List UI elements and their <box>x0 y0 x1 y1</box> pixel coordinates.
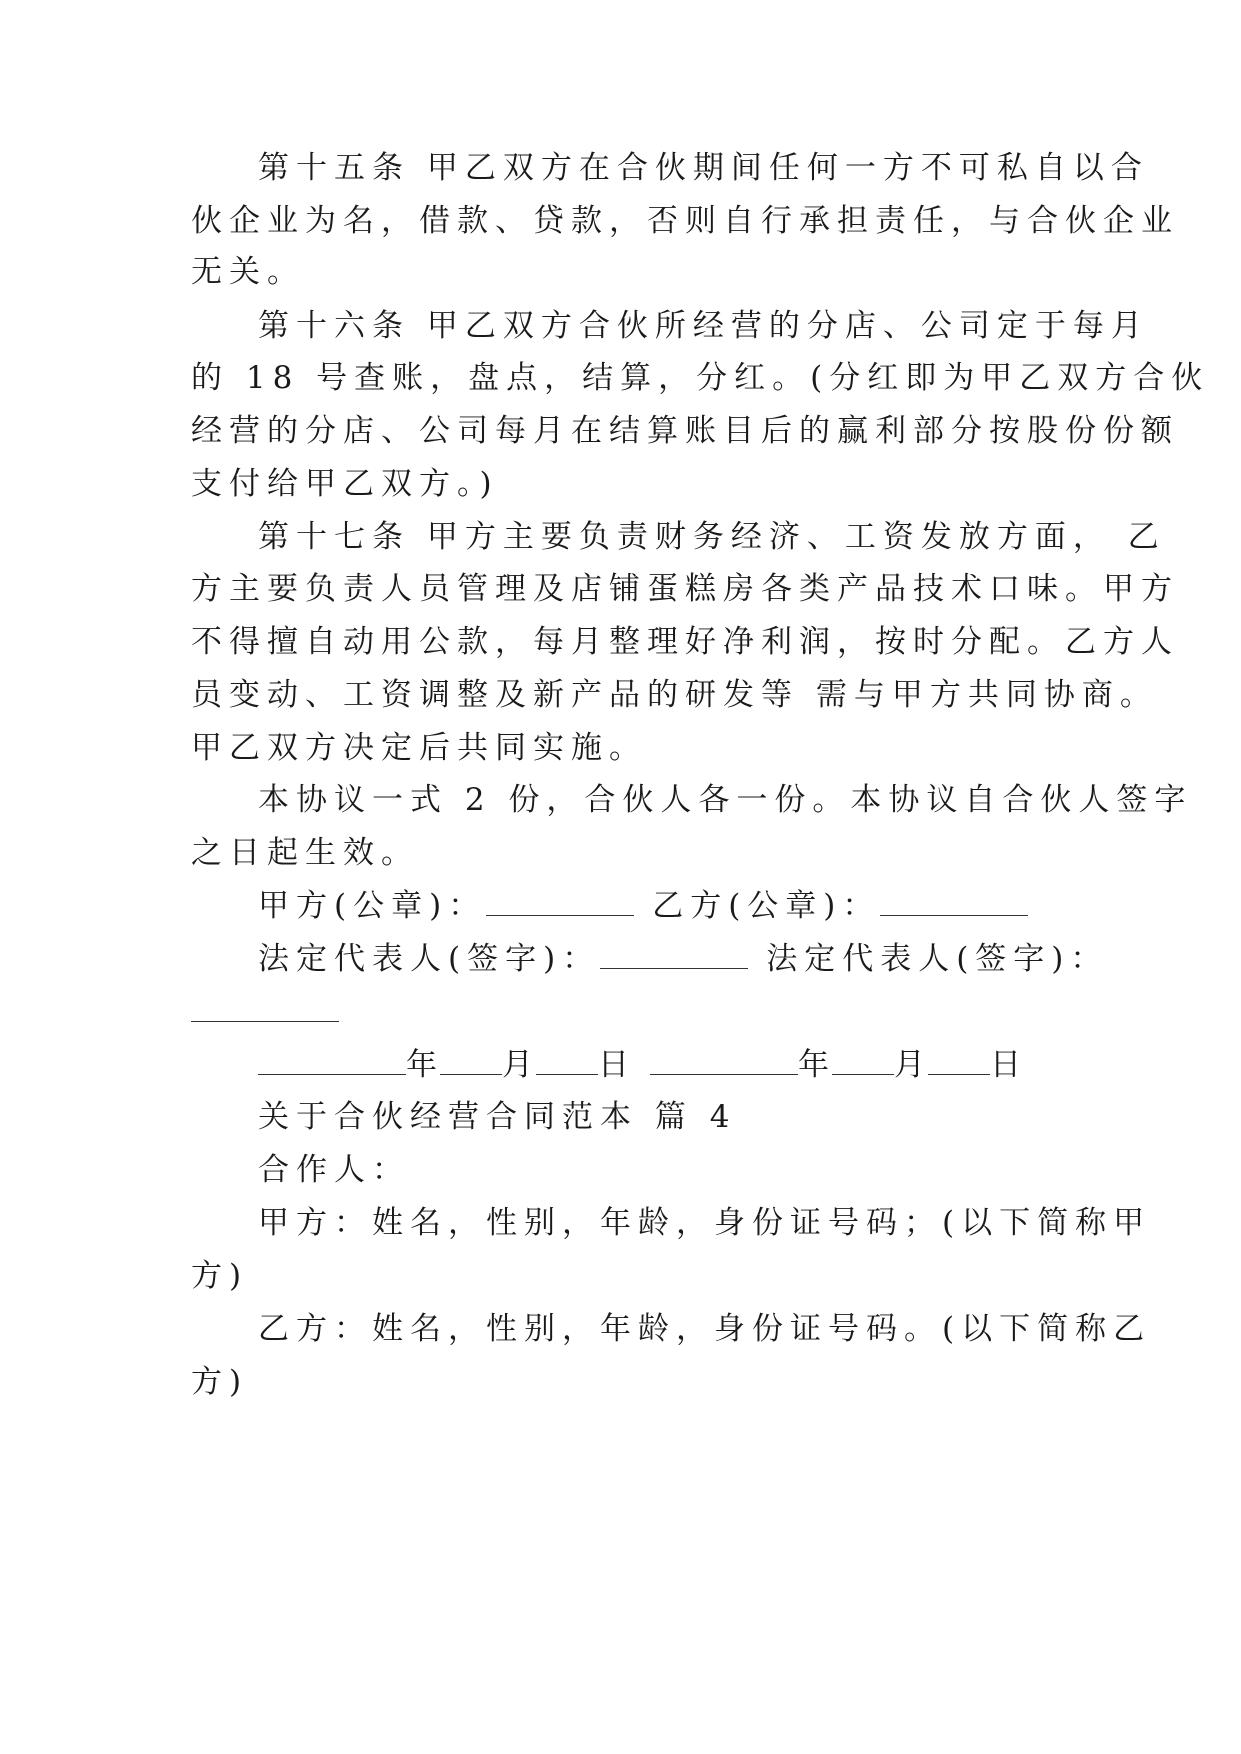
date-a-year-blank[interactable] <box>258 1048 406 1075</box>
section-title: 关于合伙经营合同范本 篇 4 <box>258 1099 737 1135</box>
date-a-month-blank[interactable] <box>440 1048 502 1075</box>
date-b-day-blank[interactable] <box>928 1048 990 1075</box>
date-b-year-blank[interactable] <box>650 1048 798 1075</box>
article-15-line-3: 无关。 <box>191 254 305 290</box>
representative-row <box>258 939 1138 979</box>
article-17-line-5: 甲乙双方决定后共同实施。 <box>191 730 647 766</box>
date-b-day-label: 日 <box>990 1047 1024 1083</box>
article-16-line-1: 第十六条 甲乙双方合伙所经营的分店、公司定于每月 <box>258 308 1149 344</box>
date-b-month-blank[interactable] <box>832 1048 894 1075</box>
date-a-year-label: 年 <box>406 1047 440 1083</box>
date-a-day-blank[interactable] <box>536 1048 598 1075</box>
article-15-line-1: 第十五条 甲乙双方在合伙期间任何一方不可私自以合 <box>258 150 1149 186</box>
rep-b-blank-row <box>191 992 1071 1032</box>
copies-line-1: 本协议一式 2 份，合伙人各一份。本协议自合伙人签字 <box>258 782 1193 818</box>
party-a-line-2: 方) <box>191 1258 249 1294</box>
rep-b-label: 法定代表人(签字)： <box>766 941 1109 977</box>
party-b-line-2: 方) <box>191 1364 249 1400</box>
article-17-line-3: 不得擅自动用公款，每月整理好净利润，按时分配。乙方人 <box>191 624 1179 660</box>
seal-b-blank[interactable] <box>880 889 1028 916</box>
article-16-line-4: 支付给甲乙双方。) <box>191 466 499 502</box>
date-a-month-label: 月 <box>502 1047 536 1083</box>
article-15-line-2: 伙企业为名，借款、贷款，否则自行承担责任，与合伙企业 <box>191 203 1179 239</box>
article-16-line-3: 经营的分店、公司每月在结算账目后的赢利部分按股份份额 <box>191 413 1179 449</box>
seal-row <box>258 886 1138 926</box>
copies-line-2: 之日起生效。 <box>191 835 419 871</box>
date-row <box>258 1045 1138 1085</box>
article-16-line-2: 的 18 号查账，盘点，结算，分红。(分红即为甲乙双方合伙 <box>191 360 1210 396</box>
date-a-day-label: 日 <box>598 1047 632 1083</box>
rep-a-label: 法定代表人(签字)： <box>258 941 601 977</box>
seal-b-label: 乙方(公章)： <box>652 888 881 924</box>
date-b-month-label: 月 <box>894 1047 928 1083</box>
party-a-line-1: 甲方：姓名，性别，年龄，身份证号码；(以下简称甲 <box>258 1205 1152 1241</box>
rep-a-blank[interactable] <box>600 942 748 969</box>
rep-b-blank[interactable] <box>191 995 339 1022</box>
party-b-line-1: 乙方：姓名，性别，年龄，身份证号码。(以下简称乙 <box>258 1311 1152 1347</box>
seal-a-label: 甲方(公章)： <box>258 888 487 924</box>
article-17-line-2: 方主要负责人员管理及店铺蛋糕房各类产品技术口味。甲方 <box>191 571 1179 607</box>
cooperators-label: 合作人： <box>258 1152 410 1188</box>
article-17-line-1: 第十七条 甲方主要负责财务经济、工资发放方面， 乙 <box>258 519 1166 555</box>
date-b-year-label: 年 <box>798 1047 832 1083</box>
seal-a-blank[interactable] <box>486 889 634 916</box>
article-17-line-4: 员变动、工资调整及新产品的研发等 需与甲方共同协商。 <box>191 677 1158 713</box>
